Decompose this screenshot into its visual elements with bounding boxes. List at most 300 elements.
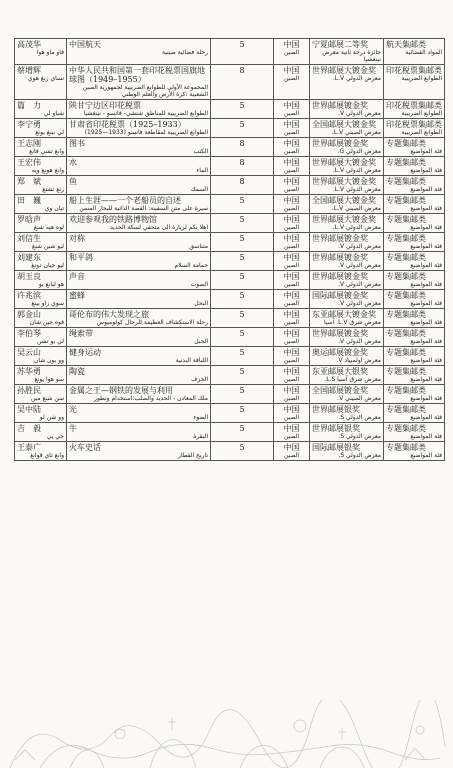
award-chinese: 东亚邮展大银奖 <box>312 367 368 376</box>
table-row <box>15 119 445 138</box>
work-arabic: ملك المعادن - الحديد والصلب:استخدام وتطور <box>94 395 208 402</box>
name-chinese: 郑 斌 <box>17 177 41 186</box>
table-row <box>15 442 445 461</box>
name-chinese: 田 巍 <box>17 196 41 205</box>
work-arabic: الحبل <box>194 338 208 345</box>
name-arabic: وانغ تاي قوانغ <box>30 452 64 459</box>
work-cell <box>67 119 211 138</box>
class-chinese: 专题集邮类 <box>386 329 426 338</box>
award-chinese: 国际邮展镀金奖 <box>312 291 368 300</box>
award-arabic: معرض شرق آسيا L.S. <box>324 376 381 383</box>
award-arabic: معرض الصيني L.V. <box>331 129 381 136</box>
frames-cell: 5 <box>211 328 274 347</box>
work-arabic: الضوء <box>193 414 208 421</box>
table-row <box>15 404 445 423</box>
name-cell <box>15 423 67 442</box>
name-cell <box>15 65 67 100</box>
work-cell <box>67 290 211 309</box>
work-chinese: 船上生涯——一个老船员的自述 <box>69 196 181 205</box>
name-cell <box>15 442 67 461</box>
country-chinese: 中国 <box>283 177 300 186</box>
award-chinese: 世界邮展大镀金奖 <box>312 177 376 186</box>
award-arabic: معرض الصيني V. <box>337 395 381 402</box>
table-row <box>15 157 445 176</box>
name-arabic: تيان وي <box>44 205 64 212</box>
work-arabic: السمك <box>190 186 208 193</box>
class-chinese: 印花税票集邮类 <box>386 66 442 75</box>
country-arabic: الصين <box>283 49 300 56</box>
class-cell <box>384 138 445 157</box>
award-chinese: 东亚邮展大镀金奖 <box>312 310 376 319</box>
work-cell <box>67 404 211 423</box>
table-row <box>15 423 445 442</box>
award-arabic: جائزة درجة ثانية معرض نينغشيا <box>322 49 381 63</box>
frames-cell: 5 <box>211 214 274 233</box>
award-cell <box>310 290 384 309</box>
name-chinese: 李伯琴 <box>17 329 41 338</box>
class-chinese: 专题集邮类 <box>386 424 426 433</box>
table-row <box>15 195 445 214</box>
work-arabic: الطوابع الضريبية لمقاطعة قانسو (1933—1925) <box>84 129 208 136</box>
country-cell <box>274 309 310 328</box>
award-cell <box>310 233 384 252</box>
country-arabic: الصين <box>283 281 300 288</box>
name-chinese: 许兆滨 <box>17 291 41 300</box>
work-cell <box>67 366 211 385</box>
work-arabic: رحلة فضائية صينية <box>162 49 208 56</box>
award-chinese: 世界邮展银奖 <box>312 405 360 414</box>
country-arabic: الصين <box>283 110 300 117</box>
work-cell <box>67 442 211 461</box>
class-cell <box>384 119 445 138</box>
country-chinese: 中国 <box>283 120 300 129</box>
award-arabic: معرض الدولي G. <box>337 148 381 155</box>
work-chinese: 声音 <box>69 272 85 281</box>
class-arabic: فئة المواضيع <box>410 319 442 326</box>
name-arabic: زنغ تشنغ <box>42 186 64 193</box>
award-cell <box>310 442 384 461</box>
table-row <box>15 138 445 157</box>
table-row <box>15 328 445 347</box>
country-chinese: 中国 <box>283 234 300 243</box>
country-arabic: الصين <box>283 148 300 155</box>
work-chinese: 火车史话 <box>69 443 101 452</box>
class-chinese: 专题集邮类 <box>386 253 426 262</box>
work-cell <box>67 328 211 347</box>
award-table <box>14 38 445 461</box>
name-chinese: 李宁勇 <box>17 120 41 129</box>
class-chinese: 专题集邮类 <box>386 443 426 452</box>
award-arabic: معرض الدولي L.V. <box>332 75 381 82</box>
name-cell <box>15 100 67 119</box>
country-chinese: 中国 <box>283 367 300 376</box>
class-chinese: 专题集邮类 <box>386 348 426 357</box>
class-cell <box>384 423 445 442</box>
country-cell <box>274 423 310 442</box>
work-cell <box>67 309 211 328</box>
frames-cell: 8 <box>211 138 274 157</box>
name-chinese: 篇 力 <box>17 101 41 110</box>
table-row <box>15 252 445 271</box>
frames-cell: 5 <box>211 233 274 252</box>
class-cell <box>384 157 445 176</box>
name-arabic: هو ليانغ يو <box>38 281 64 288</box>
class-cell <box>384 271 445 290</box>
table-row <box>15 366 445 385</box>
name-cell <box>15 195 67 214</box>
class-chinese: 专题集邮类 <box>386 272 426 281</box>
name-arabic: لوه هيه شنغ <box>33 224 64 231</box>
award-chinese: 世界邮展大镀金奖 <box>312 66 376 75</box>
name-arabic: لي نينغ يونغ <box>35 129 64 136</box>
name-cell <box>15 271 67 290</box>
award-chinese: 世界邮展镀金奖 <box>312 253 368 262</box>
class-chinese: 专题集邮类 <box>386 291 426 300</box>
decorative-footer <box>0 700 453 768</box>
country-chinese: 中国 <box>283 310 300 319</box>
country-cell <box>274 100 310 119</box>
country-cell <box>274 271 310 290</box>
name-cell <box>15 176 67 195</box>
award-chinese: 世界邮展大镀金奖 <box>312 215 376 224</box>
name-arabic: قاو ماو هوا <box>36 49 64 56</box>
name-cell <box>15 252 67 271</box>
country-chinese: 中国 <box>283 291 300 300</box>
class-arabic: الطوابع الضريبية <box>401 75 442 82</box>
table-row <box>15 385 445 404</box>
name-arabic: شياو لي <box>43 110 64 117</box>
name-chinese: 王志刚 <box>17 139 41 148</box>
country-cell <box>274 366 310 385</box>
country-chinese: 中国 <box>283 386 300 395</box>
country-cell <box>274 176 310 195</box>
class-cell <box>384 233 445 252</box>
award-arabic: معرض الدولي L.V. <box>332 186 381 193</box>
work-chinese: 鱼 <box>69 177 77 186</box>
award-arabic: معرض الدولي S. <box>338 433 381 440</box>
table-row <box>15 214 445 233</box>
country-cell <box>274 65 310 100</box>
class-cell <box>384 366 445 385</box>
country-chinese: 中国 <box>283 348 300 357</box>
award-cell <box>310 309 384 328</box>
name-cell <box>15 366 67 385</box>
class-arabic: فئة المواضيع <box>410 224 442 231</box>
frames-cell: 8 <box>211 157 274 176</box>
name-cell <box>15 404 67 423</box>
country-arabic: الصين <box>283 395 300 402</box>
award-arabic: معرض الدولي V. <box>338 281 381 288</box>
frames-cell: 5 <box>211 442 274 461</box>
class-chinese: 专题集邮类 <box>386 310 426 319</box>
award-chinese: 世界邮展镀金奖 <box>312 234 368 243</box>
class-arabic: فئة المواضيع <box>410 414 442 421</box>
name-chinese: 蔡增辉 <box>17 66 41 75</box>
work-arabic: اهلا بكم لزيارة الى متحفي لسكة الحديد <box>110 224 208 231</box>
country-arabic: الصين <box>283 129 300 136</box>
class-chinese: 专题集邮类 <box>386 234 426 243</box>
frames-cell: 5 <box>211 195 274 214</box>
country-chinese: 中国 <box>283 66 300 75</box>
country-arabic: الصين <box>283 376 300 383</box>
class-cell <box>384 100 445 119</box>
name-arabic: سن شنغ مين <box>30 395 64 402</box>
name-cell <box>15 138 67 157</box>
work-cell <box>67 39 211 65</box>
name-arabic: قوه جين شان <box>29 319 64 326</box>
country-chinese: 中国 <box>283 405 300 414</box>
class-chinese: 专题集邮类 <box>386 386 426 395</box>
class-arabic: فئة المواضيع <box>410 205 442 212</box>
country-arabic: الصين <box>283 167 300 174</box>
work-cell <box>67 65 211 100</box>
award-arabic: معرض شرق L.V. آسيا <box>324 319 381 326</box>
class-cell <box>384 176 445 195</box>
frames-cell: 5 <box>211 39 274 65</box>
class-arabic: فئة المواضيع <box>410 452 442 459</box>
class-chinese: 专题集邮类 <box>386 196 426 205</box>
award-chinese: 世界邮展大镀金奖 <box>312 158 376 167</box>
class-arabic: فئة المواضيع <box>410 357 442 364</box>
table-row <box>15 176 445 195</box>
country-chinese: 中国 <box>283 424 300 433</box>
country-cell <box>274 195 310 214</box>
table-row <box>15 233 445 252</box>
name-chinese: 王宏伟 <box>17 158 41 167</box>
class-cell <box>384 214 445 233</box>
class-chinese: 印花税票集邮类 <box>386 101 442 110</box>
name-chinese: 高茂华 <box>17 40 41 49</box>
class-arabic: فئة المواضيع <box>410 300 442 307</box>
class-arabic: الطوابع الضريبية <box>401 110 442 117</box>
frames-cell: 5 <box>211 347 274 366</box>
country-chinese: 中国 <box>283 139 300 148</box>
work-arabic: رحلة الاستكشاف العظيمة للرحال كولومبوس <box>96 319 208 326</box>
frames-cell: 5 <box>211 309 274 328</box>
award-cell <box>310 385 384 404</box>
country-chinese: 中国 <box>283 215 300 224</box>
award-cell <box>310 65 384 100</box>
work-arabic: سيرة على متن السفينة: القصة الذاتية للبحار المسن <box>79 205 208 212</box>
name-chinese: 刘信生 <box>17 234 41 243</box>
name-chinese: 胡玉良 <box>17 272 41 281</box>
award-cell <box>310 347 384 366</box>
class-cell <box>384 442 445 461</box>
work-arabic: البقرة <box>193 433 208 440</box>
award-cell <box>310 404 384 423</box>
name-arabic: وو يون شان <box>33 357 64 364</box>
work-chinese: 健身运动 <box>69 348 101 357</box>
country-arabic: الصين <box>283 300 300 307</box>
name-arabic: ليو شين شنغ <box>32 243 64 250</box>
frames-cell: 5 <box>211 100 274 119</box>
name-chinese: 苏华勇 <box>17 367 41 376</box>
work-chinese: 甘肃省印花税票（1925–1933） <box>69 120 186 129</box>
award-arabic: معرض الدولي L.V. <box>332 167 381 174</box>
award-arabic: معرض الدولي L.V. <box>332 224 381 231</box>
name-cell <box>15 385 67 404</box>
class-chinese: 专题集邮类 <box>386 215 426 224</box>
class-cell <box>384 328 445 347</box>
table-row <box>15 290 445 309</box>
country-cell <box>274 157 310 176</box>
work-chinese: 欢迎参观我的铁路博物馆 <box>69 215 157 224</box>
award-chinese: 世界邮展镀金奖 <box>312 101 368 110</box>
award-arabic: معرض الدولي V. <box>338 110 381 117</box>
class-chinese: 印花税票集邮类 <box>386 120 442 129</box>
frames-cell: 5 <box>211 271 274 290</box>
country-arabic: الصين <box>283 224 300 231</box>
country-cell <box>274 214 310 233</box>
award-arabic: معرض الدولي V. <box>338 243 381 250</box>
table-row <box>15 39 445 65</box>
name-cell <box>15 39 67 65</box>
award-arabic: معرض الدولي V. <box>338 300 381 307</box>
name-chinese: 孙胜民 <box>17 386 41 395</box>
work-chinese: 蜜蜂 <box>69 291 85 300</box>
work-cell <box>67 233 211 252</box>
class-cell <box>384 195 445 214</box>
work-arabic: النحل <box>194 300 208 307</box>
country-chinese: 中国 <box>283 329 300 338</box>
class-cell <box>384 290 445 309</box>
work-chinese: 水 <box>69 158 77 167</box>
name-chinese: 罗晗声 <box>17 215 41 224</box>
work-chinese: 光 <box>69 405 77 414</box>
work-arabic: المجموعة الأولى للطوابع الضريبية لجمهورية الصين الشعبية :كرة الأرض والعلم الوطني <box>82 84 208 98</box>
work-chinese: 图书 <box>69 139 85 148</box>
country-cell <box>274 39 310 65</box>
award-cell <box>310 328 384 347</box>
award-cell <box>310 39 384 65</box>
class-arabic: فئة المواضيع <box>410 338 442 345</box>
name-cell <box>15 119 67 138</box>
work-chinese: 陶瓷 <box>69 367 85 376</box>
country-chinese: 中国 <box>283 253 300 262</box>
country-cell <box>274 290 310 309</box>
name-cell <box>15 328 67 347</box>
country-arabic: الصين <box>283 186 300 193</box>
class-chinese: 专题集邮类 <box>386 177 426 186</box>
class-chinese: 专题集邮类 <box>386 139 426 148</box>
work-cell <box>67 347 211 366</box>
award-chinese: 全国邮展大镀金奖 <box>312 120 376 129</box>
table-row <box>15 100 445 119</box>
class-arabic: المواد الفضائية <box>405 49 442 56</box>
award-chinese: 世界邮展镀金奖 <box>312 272 368 281</box>
country-chinese: 中国 <box>283 196 300 205</box>
name-chinese: 刘建东 <box>17 253 41 262</box>
country-arabic: الصين <box>283 262 300 269</box>
country-arabic: الصين <box>283 75 300 82</box>
class-arabic: فئة المواضيع <box>410 167 442 174</box>
work-cell <box>67 423 211 442</box>
name-arabic: جي يي <box>46 433 64 440</box>
award-chinese: 世界邮展银奖 <box>312 424 360 433</box>
award-cell <box>310 119 384 138</box>
frames-cell: 5 <box>211 119 274 138</box>
country-arabic: الصين <box>283 414 300 421</box>
class-cell <box>384 65 445 100</box>
work-chinese: 中国航天 <box>69 40 101 49</box>
award-chinese: 世界邮展镀金奖 <box>312 329 368 338</box>
class-cell <box>384 39 445 65</box>
work-chinese: 和平鸽 <box>69 253 93 262</box>
class-arabic: فئة المواضيع <box>410 262 442 269</box>
frames-cell: 5 <box>211 404 274 423</box>
class-arabic: فئة المواضيع <box>410 186 442 193</box>
class-cell <box>384 404 445 423</box>
country-chinese: 中国 <box>283 443 300 452</box>
work-cell <box>67 176 211 195</box>
name-cell <box>15 214 67 233</box>
country-cell <box>274 385 310 404</box>
country-chinese: 中国 <box>283 158 300 167</box>
award-cell <box>310 176 384 195</box>
class-arabic: الطوابع الضريبية <box>401 129 442 136</box>
award-chinese: 奥运邮展镀金奖 <box>312 348 368 357</box>
name-cell <box>15 290 67 309</box>
work-cell <box>67 195 211 214</box>
work-arabic: حمامة السلام <box>174 262 208 269</box>
name-arabic: وو شن لو <box>39 414 64 421</box>
country-cell <box>274 233 310 252</box>
name-cell <box>15 309 67 328</box>
name-chinese: 郭金山 <box>17 310 41 319</box>
frames-cell: 8 <box>211 176 274 195</box>
table-row <box>15 271 445 290</box>
work-arabic: تاريخ القطار <box>177 452 208 459</box>
work-chinese: 陕甘宁边区印花税票 <box>69 101 141 110</box>
name-arabic: وانغ هونغ ويه <box>31 167 64 174</box>
work-arabic: الصوت <box>190 281 208 288</box>
work-cell <box>67 252 211 271</box>
class-cell <box>384 252 445 271</box>
award-arabic: معرض الدولي V. <box>338 338 381 345</box>
class-chinese: 航天集邮类 <box>386 40 426 49</box>
award-chinese: 全国邮展镀金奖 <box>312 386 368 395</box>
work-arabic: اللياقة البدنية <box>175 357 208 364</box>
country-arabic: الصين <box>283 319 300 326</box>
class-arabic: فئة المواضيع <box>410 148 442 155</box>
class-arabic: فئة المواضيع <box>410 395 442 402</box>
class-cell <box>384 347 445 366</box>
work-cell <box>67 100 211 119</box>
work-chinese: 中华人民共和国第一套印花税票国旗地球图（1949–1955） <box>69 66 205 84</box>
work-chinese: 对称 <box>69 234 85 243</box>
work-arabic: الطوابع الضريبية للمناطق شنشي- قانسو - نينغشيا <box>83 110 208 117</box>
country-arabic: الصين <box>283 205 300 212</box>
table-row <box>15 347 445 366</box>
class-cell <box>384 309 445 328</box>
country-cell <box>274 138 310 157</box>
country-chinese: 中国 <box>283 40 300 49</box>
frames-cell: 8 <box>211 65 274 100</box>
award-chinese: 国际邮展银奖 <box>312 443 360 452</box>
work-chinese: 哥伦布的伟大发现之旅 <box>69 310 149 319</box>
country-chinese: 中国 <box>283 272 300 281</box>
country-arabic: الصين <box>283 452 300 459</box>
country-cell <box>274 328 310 347</box>
work-arabic: الماء <box>196 167 208 174</box>
award-arabic: معرض الدولي S. <box>338 414 381 421</box>
award-cell <box>310 195 384 214</box>
country-arabic: الصين <box>283 338 300 345</box>
frames-cell: 5 <box>211 366 274 385</box>
name-chinese: 王泰广 <box>17 443 41 452</box>
award-chinese: 世界邮展镀金奖 <box>312 139 368 148</box>
work-chinese: 金属之王—钢铁的发展与利用 <box>69 386 173 395</box>
